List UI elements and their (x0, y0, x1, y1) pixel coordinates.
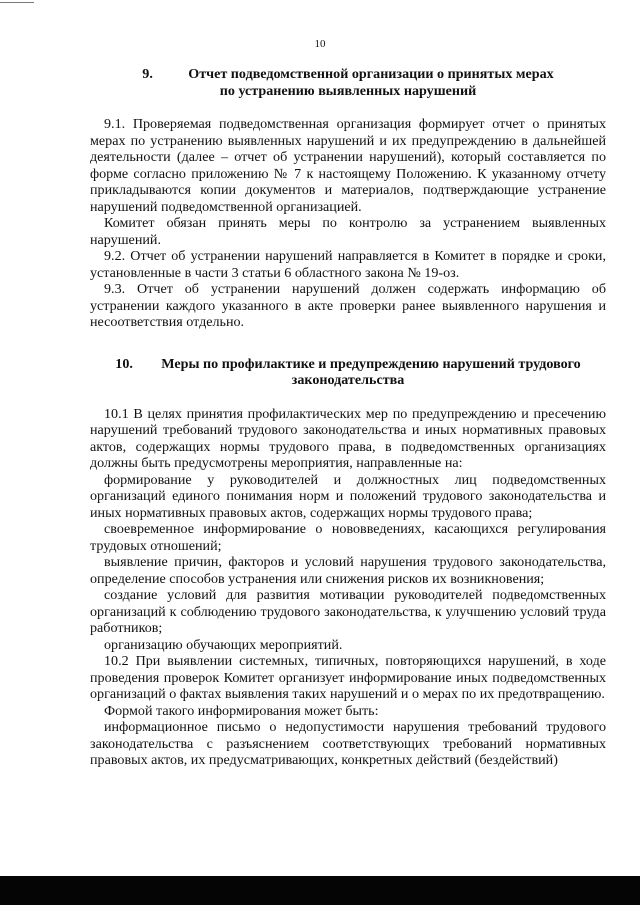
list-item-formation: формирование у руководителей и должностных лиц подведомственных организаций единого понимания норм и положений трудового законодательства и иных нормативных правовых актов, содержащих нормы трудового права; (90, 471, 606, 521)
paragraph-9-3: 9.3. Отчет об устранении нарушений должен содержать информацию об устранении каждого указанного в акте проверки ранее выявленного нарушения и несоответствия отдельно. (90, 281, 606, 330)
paragraph-inform-form: Формой такого информирования может быть: (104, 702, 379, 719)
paragraph-10-1: 10.1 В целях принятия профилактических мер по предупреждению и пресечению нарушений требований трудового законодательства и иных нормативных правовых актов, содержащих нормы трудового права, в подведомственных организациях должны быть предусмотрены мероприятия, направленные на: (90, 405, 606, 471)
paragraph-info-letter: информационное письмо о недопустимости нарушения требований трудового законодательства с разъяснением соответствующих требований нормативных правовых актов, их предусматривающих, конкретных действий (бездействий) (90, 719, 606, 768)
paragraph-9-2: 9.2. Отчет об устранении нарушений направляется в Комитет в порядке и сроки, установленные в части 3 статьи 6 областного закона № 19-оз. (90, 248, 606, 281)
section-9-number: 9. (142, 66, 153, 82)
list-item-motivation: создание условий для развития мотивации руководителей подведомственных организаций к соблюдению трудового законодательства, к улучшению условий труда работников; (90, 587, 606, 636)
section-9-heading (90, 66, 606, 99)
section-10-title-line2: законодательства (291, 372, 405, 388)
list-item-informing: своевременное информирование о нововведениях, касающихся регулирования трудовых отношений; (90, 521, 606, 554)
page-number: 10 (314, 38, 326, 50)
section-10-number: 10. (115, 355, 133, 372)
document-body (90, 66, 606, 769)
scan-corner-mark (0, 2, 34, 3)
list-item-causes: выявление причин, факторов и условий нарушения трудового законодательства, определение способов устранения или снижения рисков их возникновения; (90, 554, 606, 587)
list-item-training: организацию обучающих мероприятий. (104, 636, 343, 653)
paragraph-10-2: 10.2 При выявлении системных, типичных, повторяющихся нарушений, в ходе проведения проверок Комитет организует информирование иных подведомственных организаций о фактах выявления таких нарушений и о мерах по их предотвращению. (90, 653, 606, 702)
paragraph-9-1: 9.1. Проверяемая подведомственная организация формирует отчет о принятых мерах по устранению выявленных нарушений и их предупреждению в дальнейшей деятельности (далее – отчет об устранении нарушений), который составляется по форме согласно приложению № 7 к настоящему Положению. К указанному отчету прикладываются копии документов и материалов, подтверждающие устранение нарушений подведомственной организацией. (90, 116, 606, 215)
section-10-title-line1: Меры по профилактике и предупреждению нарушений трудового (161, 355, 581, 372)
section-9-title-line2: по устранению выявленных нарушений (219, 82, 477, 99)
scan-bottom-edge (0, 876, 640, 905)
section-9-title-line1: Отчет подведомственной организации о принятых мерах (188, 66, 554, 82)
paragraph-9-committee: Комитет обязан принять меры по контролю за устранением выявленных нарушений. (90, 215, 606, 248)
section-10-heading (90, 356, 606, 389)
